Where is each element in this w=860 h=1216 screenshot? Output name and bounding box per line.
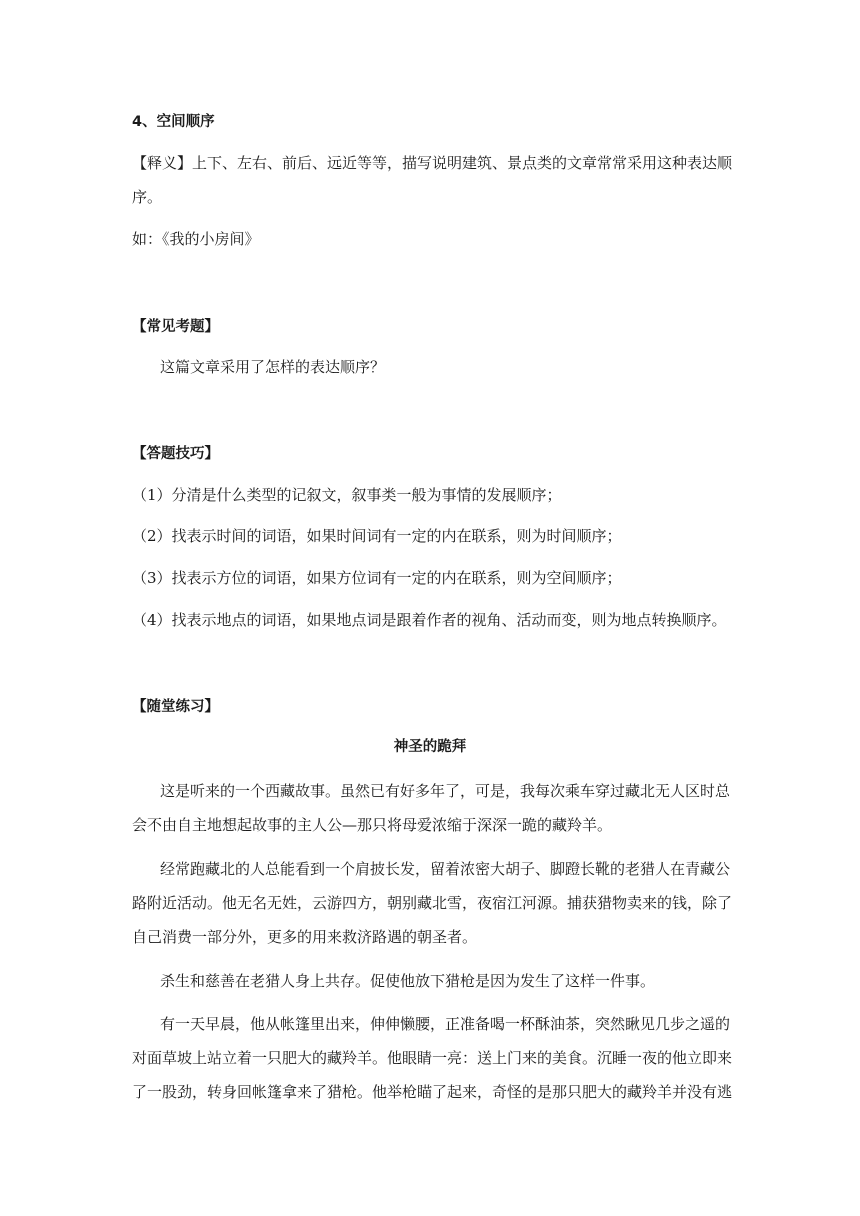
article-line-2: 会不由自主地想起故事的主人公—那只将母爱浓缩于深深一跪的藏羚羊。 [132, 816, 613, 834]
article-line-9: 了一股劲，转身回帐篷拿来了猎枪。他举枪瞄了起来，奇怪的是那只肥大的藏羚羊并没有逃 [132, 1083, 733, 1101]
definition-line-2: 序。 [132, 188, 163, 206]
article-line-8: 对面草坡上站立着一只肥大的藏羚羊。他眼睛一亮：送上门来的美食。沉睡一夜的他立即来 [132, 1049, 733, 1067]
article-line-4: 路附近活动。他无名无姓，云游四方，朝别藏北雪，夜宿江河源。捕获猎物卖来的钱，除了 [132, 894, 733, 912]
tips-heading: 【答题技巧】 [132, 446, 219, 462]
definition-line-1: 【释义】上下、左右、前后、远近等等，描写说明建筑、景点类的文章常常采用这种表达顺 [132, 154, 733, 172]
article-line-3: 经常跑藏北的人总能看到一个肩披长发，留着浓密大胡子、脚蹬长靴的老猎人在青藏公 [160, 860, 731, 878]
section-title: 4、空间顺序 [132, 114, 215, 130]
practice-heading: 【随堂练习】 [132, 699, 219, 715]
article-line-5: 自己消费一部分外，更多的用来救济路遇的朝圣者。 [132, 928, 478, 946]
tip-item-2: （2）找表示时间的词语，如果时间词有一定的内在联系，则为时间顺序； [132, 527, 622, 545]
example-text: 如：《我的小房间》 [132, 230, 260, 248]
article-title: 神圣的跪拜 [393, 739, 467, 755]
tip-item-4: （4）找表示地点的词语，如果地点词是跟着作者的视角、活动而变，则为地点转换顺序。 [132, 611, 727, 629]
tip-item-1: （1）分清是什么类型的记叙文，叙事类一般为事情的发展顺序； [132, 486, 562, 504]
common-question-text: 这篇文章采用了怎样的表达顺序？ [160, 358, 386, 376]
tip-item-3: （3）找表示方位的词语，如果方位词有一定的内在联系，则为空间顺序； [132, 569, 622, 587]
common-question-heading: 【常见考题】 [132, 319, 219, 335]
article-line-6: 杀生和慈善在老猎人身上共存。促使他放下猎枪是因为发生了这样一件事。 [160, 972, 656, 990]
article-line-7: 有一天早晨，他从帐篷里出来，伸伸懒腰，正准备喝一杯酥油茶，突然瞅见几步之遥的 [160, 1015, 731, 1033]
article-line-1: 这是听来的一个西藏故事。虽然已有好多年了，可是，我每次乘车穿过藏北无人区时总 [160, 782, 731, 800]
